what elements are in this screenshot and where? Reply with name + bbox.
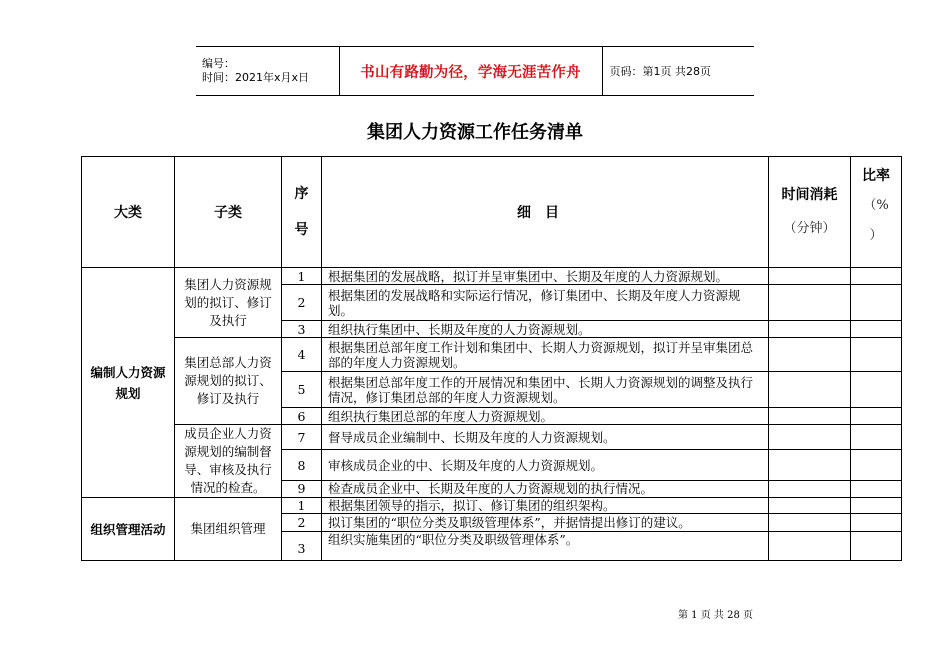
header-meta: [196, 47, 339, 96]
seq-cell: 1: [282, 268, 322, 285]
ratio-cell: [851, 372, 902, 408]
ratio-cell: [851, 408, 902, 425]
seq-cell: 9: [282, 480, 322, 497]
time-cell: [769, 321, 851, 338]
time-cell: [769, 498, 851, 514]
header-subcategory: 子类: [175, 157, 282, 268]
task-table: [81, 156, 902, 561]
header-motto: 书山有路勤为径，学海无涯苦作舟: [339, 47, 602, 96]
detail-cell: 根据集团的发展战略和实际运行情况，修订集团中、长期及年度人力资源规划。: [322, 285, 769, 321]
table-row: [82, 338, 902, 372]
seq-cell: 2: [282, 285, 322, 321]
page-footer: 第 1 页 共 28 页: [678, 610, 753, 621]
subcategory-cell: 集团组织管理: [175, 498, 282, 561]
detail-cell: 组织执行集团总部的年度人力资源规划。: [322, 408, 769, 425]
seq-cell: 7: [282, 425, 322, 450]
header-seq: [282, 157, 322, 268]
detail-cell: 根据集团的发展战略，拟订并呈审集团中、长期及年度的人力资源规划。: [322, 268, 769, 285]
seq-cell: 3: [282, 532, 322, 561]
subcategory-cell: 集团人力资源规划的拟订、修订及执行: [175, 268, 282, 338]
ratio-cell: [851, 514, 902, 532]
document-date: 时间：2021年x月x日: [202, 71, 310, 84]
table-row: [82, 425, 902, 450]
ratio-cell: [851, 268, 902, 285]
detail-cell: 检查成员企业中、长期及年度的人力资源规划的执行情况。: [322, 480, 769, 497]
ratio-cell: [851, 338, 902, 372]
ratio-cell: [851, 450, 902, 480]
detail-cell: 根据集团总部年度工作的开展情况和集团中、长期人力资源规划的调整及执行情况，修订集团总部的年度人力资源规划。: [322, 372, 769, 408]
seq-cell: 6: [282, 408, 322, 425]
header-time: [769, 157, 851, 268]
time-cell: [769, 338, 851, 372]
header-time-line1: 时间消耗: [781, 187, 838, 203]
header-ratio-line2: （%: [863, 198, 889, 213]
time-cell: [769, 514, 851, 532]
time-cell: [769, 372, 851, 408]
detail-cell: 组织实施集团的“职位分类及职级管理体系”。: [322, 532, 769, 561]
header-seq-line1: 序: [294, 186, 309, 202]
table-row: [82, 498, 902, 514]
document-number-label: 编号：: [202, 57, 235, 70]
time-cell: [769, 450, 851, 480]
header-category: 大类: [82, 157, 175, 268]
ratio-cell: [851, 498, 902, 514]
time-cell: [769, 268, 851, 285]
seq-cell: 4: [282, 338, 322, 372]
detail-cell: 组织执行集团中、长期及年度的人力资源规划。: [322, 321, 769, 338]
ratio-cell: [851, 285, 902, 321]
header-ratio: [851, 157, 902, 268]
header-seq-line2: 号: [294, 222, 309, 238]
table-header-row: [82, 157, 902, 268]
time-cell: [769, 285, 851, 321]
seq-cell: 2: [282, 514, 322, 532]
header-time-line2: （分钟）: [783, 221, 836, 236]
detail-cell: 根据集团领导的指示，拟订、修订集团的组织架构。: [322, 498, 769, 514]
category-cell: 编制人力资源规划: [82, 268, 175, 498]
subcategory-cell: 成员企业人力资源规划的编制督导、审核及执行情况的检查。: [175, 425, 282, 498]
detail-cell: 审核成员企业的中、长期及年度的人力资源规划。: [322, 450, 769, 480]
page-header: [196, 46, 754, 96]
ratio-cell: [851, 532, 902, 561]
detail-cell: 根据集团总部年度工作计划和集团中、长期人力资源规划，拟订并呈审集团总部的年度人力资源规划。: [322, 338, 769, 372]
subcategory-cell: 集团总部人力资源规划的拟订、修订及执行: [175, 338, 282, 425]
header-ratio-line3: ）: [869, 228, 883, 243]
seq-cell: 3: [282, 321, 322, 338]
document-title: 集团人力资源工作任务清单: [367, 122, 583, 143]
seq-cell: 1: [282, 498, 322, 514]
time-cell: [769, 480, 851, 497]
header-ratio-line1: 比率: [862, 168, 890, 184]
detail-cell: 拟订集团的“职位分类及职级管理体系”，并据情提出修订的建议。: [322, 514, 769, 532]
seq-cell: 5: [282, 372, 322, 408]
ratio-cell: [851, 425, 902, 450]
detail-cell: 督导成员企业编制中、长期及年度的人力资源规划。: [322, 425, 769, 450]
ratio-cell: [851, 321, 902, 338]
category-cell: 组织管理活动: [82, 498, 175, 561]
time-cell: [769, 425, 851, 450]
seq-cell: 8: [282, 450, 322, 480]
time-cell: [769, 408, 851, 425]
header-detail: 细目: [322, 157, 769, 268]
time-cell: [769, 532, 851, 561]
header-page-number: 页码：第1页 共28页: [602, 47, 754, 96]
table-row: [82, 268, 902, 285]
ratio-cell: [851, 480, 902, 497]
